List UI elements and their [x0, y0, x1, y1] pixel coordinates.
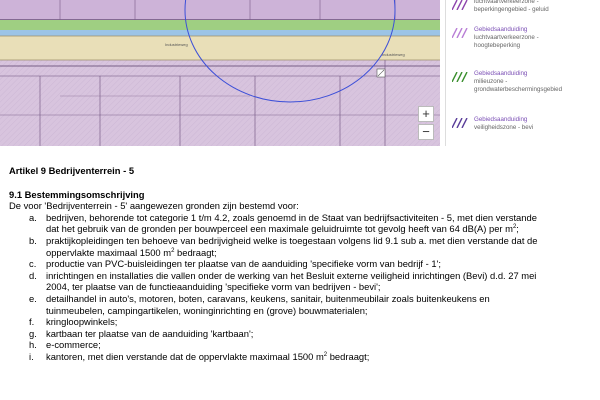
list-line: tuinmeubelen, campingartikelen, woninginrichting en (grove) bouwmaterialen; — [46, 304, 368, 316]
zoom-in-button[interactable] — [418, 106, 434, 122]
zoning-map[interactable] — [0, 0, 440, 146]
hatched-zone-icon — [452, 0, 468, 10]
minus-icon: − — [422, 124, 430, 139]
map-legend[interactable] — [445, 0, 600, 146]
list-item — [9, 235, 594, 258]
superscript: 2 — [512, 224, 517, 231]
hatched-zone-icon — [452, 28, 468, 38]
list-marker: b. — [29, 234, 37, 246]
list-item — [9, 351, 594, 363]
legend-item-geluid — [452, 0, 549, 14]
list-line: kantoren, met dien verstande dat de oppervlakte maximaal 1500 m — [46, 350, 324, 362]
legend-item-grondwater — [452, 70, 562, 94]
list-line: praktijkopleidingen ten behoeve van bedrijvigheid welke is toegestaan volgens lid 9.1 sub a. met dien verstande dat de — [46, 234, 538, 246]
legend-line: luchtvaartverkeerzone - — [474, 0, 539, 5]
hatched-zone-icon — [452, 118, 468, 128]
legend-item-hoogtebeperking — [452, 26, 539, 50]
legend-type: Gebiedsaanduiding — [474, 70, 528, 77]
road-label-left: Industrieweg — [165, 42, 188, 47]
list-line: bedrijven, behorende tot categorie 1 t/m 4.2, zoals genoemd in de Staat van bedrijfsactiviteiten - 5, met dien verstande — [46, 211, 537, 223]
superscript: 2 — [323, 351, 328, 358]
list-item — [9, 339, 594, 351]
list-marker: c. — [29, 258, 37, 270]
list-line-end: bedraagt; — [327, 350, 370, 362]
list-marker: a. — [29, 211, 37, 223]
legend-type: Gebiedsaanduiding — [474, 116, 528, 123]
plus-icon: + — [422, 106, 430, 121]
article-document — [9, 165, 594, 363]
list-line-wrap — [46, 247, 594, 259]
list-line-end: ; — [516, 223, 519, 235]
list-marker: g. — [29, 327, 37, 339]
list-item — [9, 258, 594, 270]
list-marker: i. — [29, 350, 34, 362]
list-line: productie van PVC-buisleidingen ter plaatse van de aanduiding 'specifieke vorm van bedrijf - 1'; — [46, 258, 441, 270]
list-item — [9, 293, 594, 316]
list-line: dat het gebruik van de gronden per bouwperceel een maximale geluidruimte tot gevolg heeft van 64 dB(A) per m — [46, 223, 513, 235]
list-marker: d. — [29, 269, 37, 281]
list-item — [9, 328, 594, 340]
road-label-right: Industrieweg — [382, 52, 405, 57]
list-marker: h. — [29, 339, 37, 351]
list-line: kringloopwinkels; — [46, 316, 118, 328]
legend-line: hoogtebeperking — [474, 42, 521, 49]
article-title: Artikel 9 Bedrijventerrein - 5 — [9, 165, 135, 176]
section-intro: De voor 'Bedrijventerrein - 5' aangewezen gronden zijn bestemd voor: — [9, 200, 299, 212]
list-line: e-commerce; — [46, 339, 101, 351]
legend-type: Gebiedsaanduiding — [474, 26, 528, 33]
list-line-end: bedraagt; — [174, 246, 217, 258]
legend-line: veiligheidszone - bevi — [474, 124, 534, 131]
legend-line: luchtvaartverkeerzone - — [474, 34, 539, 41]
list-line: detailhandel in auto's, motoren, boten, caravans, keukens, sanitair, buitenmeubilair zoals buitenkeukens en — [46, 292, 490, 304]
list-item — [9, 316, 594, 328]
zoom-out-button[interactable] — [418, 124, 434, 140]
list-line-wrap — [46, 351, 594, 363]
list-marker: e. — [29, 292, 37, 304]
list-item — [9, 212, 594, 235]
map-canvas — [0, 0, 440, 146]
section-title: 9.1 Bestemmingsomschrijving — [9, 188, 145, 200]
legend-line: milieuzone - — [474, 78, 508, 85]
legend-item-bevi — [452, 116, 533, 132]
list-line: inrichtingen en installaties die vallen onder de werking van het Besluit externe veiligheid inrichtingen (Bevi) d.d. 27 mei — [46, 269, 537, 281]
list-line: kartbaan ter plaatse van de aanduiding 'kartbaan'; — [46, 327, 254, 339]
list-item — [9, 270, 594, 293]
list-marker: f. — [29, 316, 35, 328]
purpose-list — [9, 212, 594, 363]
list-line: oppervlakte maximaal 1500 m — [46, 246, 172, 258]
legend-line: grondwaterbeschermingsgebied — [474, 86, 563, 93]
legend-line: beperkingengebied - geluid — [474, 6, 549, 13]
list-line-wrap — [46, 223, 594, 235]
list-line: 2004, ter plaatse van de functieaanduiding 'specifieke vorm van bedrijven - bevi'; — [46, 281, 381, 293]
hatched-zone-icon — [452, 72, 468, 82]
superscript: 2 — [171, 247, 175, 254]
